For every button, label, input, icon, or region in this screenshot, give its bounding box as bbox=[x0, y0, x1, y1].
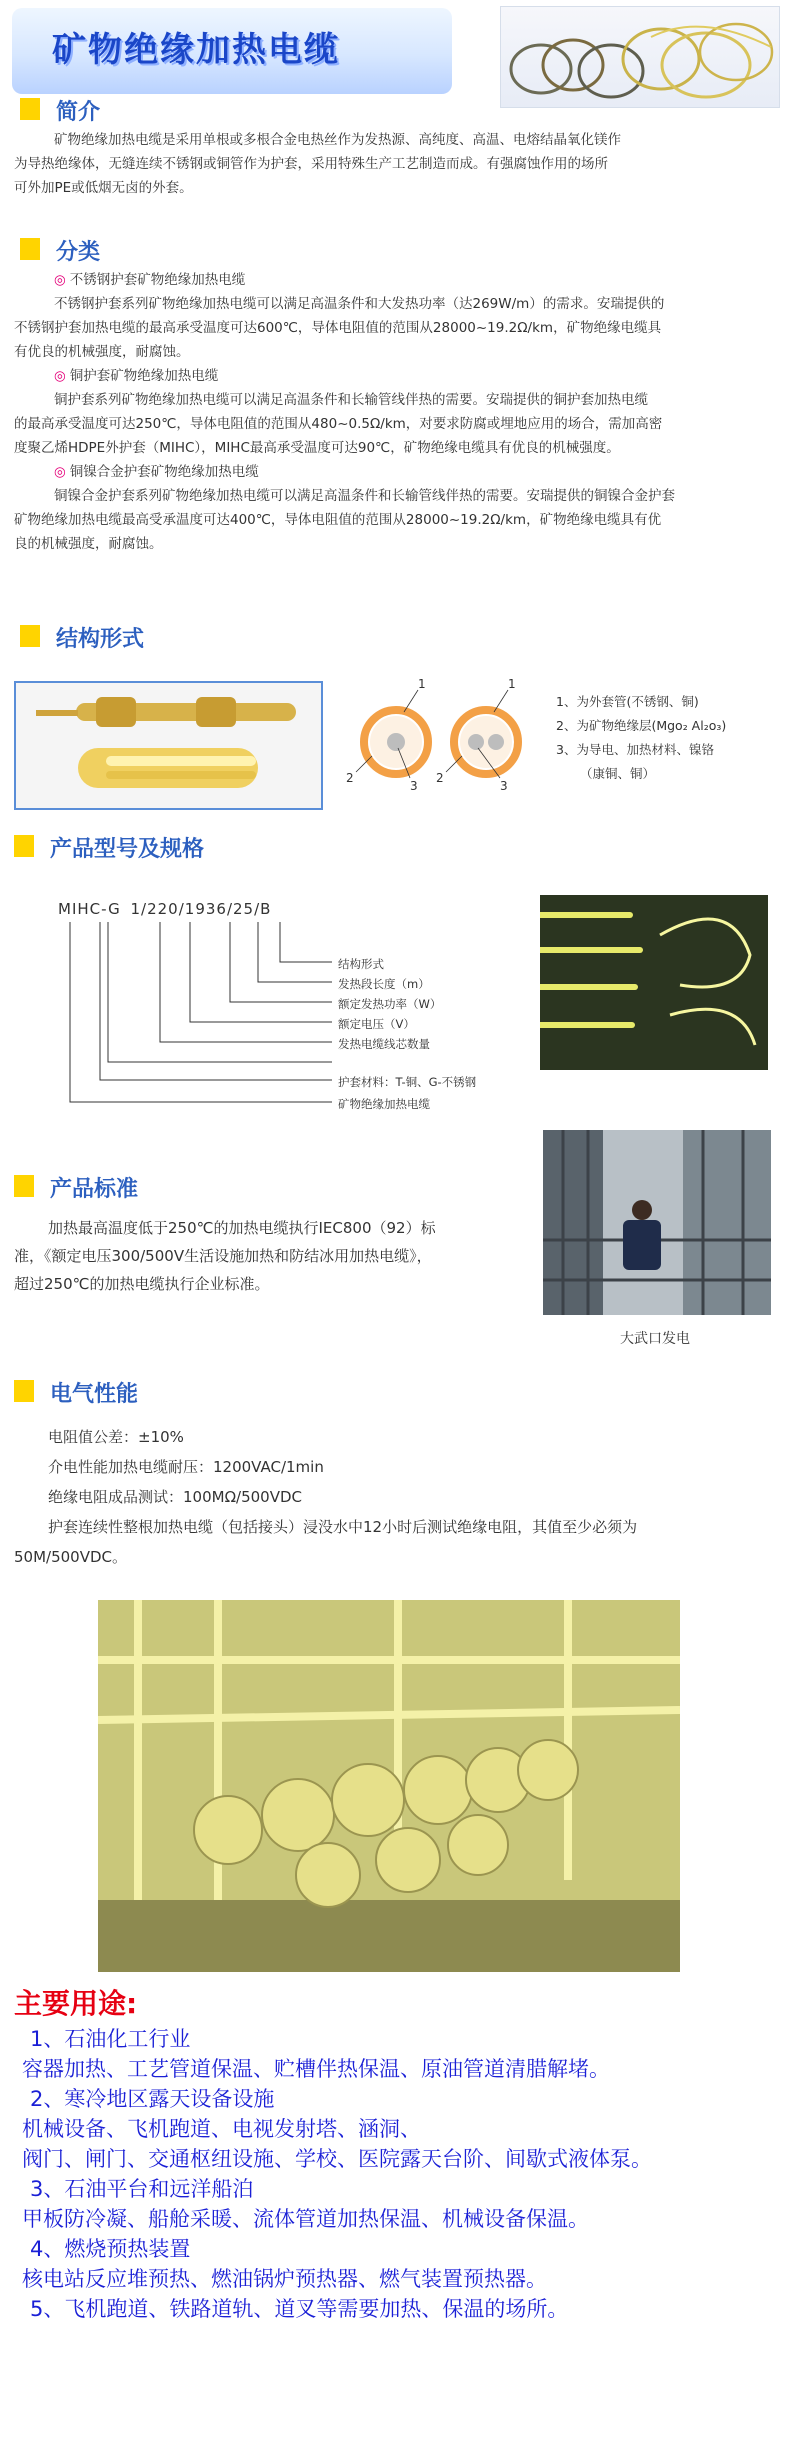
model-code-diagram bbox=[40, 920, 340, 1120]
class-line: 不锈钢护套系列矿物绝缘加热电缆可以满足高温条件和大发热功率（达269W/m）的需求。安瑞提供的 bbox=[54, 296, 665, 312]
uses-line: 2、寒冷地区露天设备设施 bbox=[30, 2087, 275, 2111]
uses-line: 1、石油化工行业 bbox=[30, 2027, 191, 2051]
callout-label: 3 bbox=[500, 779, 508, 793]
model-label: 发热电缆线芯数量 bbox=[338, 1037, 430, 1051]
electrical-line: 护套连续性整根加热电缆（包括接头）浸没水中12小时后测试绝缘电阻，其值至少必须为 bbox=[48, 1518, 638, 1536]
uses-line: 阀门、闸门、交通枢纽设施、学校、医院露天台阶、间歇式液体泵。 bbox=[22, 2147, 652, 2171]
model-label: 额定发热功率（W） bbox=[338, 997, 442, 1011]
photo-caption: 大武口发电 bbox=[620, 1331, 690, 1347]
callout-label: 1 bbox=[418, 677, 426, 691]
section-bullet bbox=[20, 625, 40, 647]
section-bullet bbox=[14, 1175, 34, 1197]
structure-notes bbox=[556, 690, 726, 786]
class-line: 不锈钢护套加热电缆的最高承受温度可达600℃，导体电阻值的范围从28000~19.2Ω/km，矿物绝缘电缆具 bbox=[14, 320, 662, 336]
model-code bbox=[58, 900, 271, 918]
uses-line: 5、飞机跑道、铁路道轨、道叉等需要加热、保温的场所。 bbox=[30, 2297, 569, 2321]
intro-line: 可外加PE或低烟无卤的外套。 bbox=[14, 180, 193, 196]
callout-label: 2 bbox=[346, 771, 354, 785]
uses-line: 核电站反应堆预热、燃油锅炉预热器、燃气装置预热器。 bbox=[22, 2267, 547, 2291]
uses-line: 机械设备、飞机跑道、电视发射塔、涵洞、 bbox=[22, 2117, 421, 2141]
class-line: 良的机械强度，耐腐蚀。 bbox=[14, 536, 163, 552]
model-heading: 产品型号及规格 bbox=[50, 837, 205, 862]
section-bullet bbox=[20, 98, 40, 120]
cable-coils-photo bbox=[500, 6, 780, 108]
electrical-line: 50M/500VDC。 bbox=[14, 1548, 127, 1566]
cable-cross-section-diagram bbox=[326, 672, 536, 822]
glowing-cables-photo bbox=[540, 895, 768, 1070]
standard-heading: 产品标准 bbox=[50, 1177, 139, 1202]
uses-list bbox=[22, 2024, 782, 2324]
intro-heading: 简介 bbox=[56, 100, 101, 125]
uses-line: 4、燃烧预热装置 bbox=[30, 2237, 191, 2261]
uses-line: 容器加热、工艺管道保温、贮槽伴热保温、原油管道清腊解堵。 bbox=[22, 2057, 610, 2081]
electrical-heading: 电气性能 bbox=[50, 1382, 139, 1407]
model-label: 结构形式 bbox=[338, 957, 384, 971]
note-line: 1、为外套管(不锈钢、铜) bbox=[556, 694, 699, 709]
cable-structure-photo bbox=[14, 681, 323, 810]
electrical-text bbox=[14, 1422, 784, 1572]
callout-label: 2 bbox=[436, 771, 444, 785]
intro-line: 为导热绝缘体，无缝连续不锈钢或铜管作为护套，采用特殊生产工艺制造而成。有强腐蚀作用的场所 bbox=[14, 156, 608, 172]
uses-line: 甲板防冷凝、船舱采暖、流体管道加热保温、机械设备保温。 bbox=[22, 2207, 589, 2231]
class-line: 有优良的机械强度，耐腐蚀。 bbox=[14, 344, 190, 360]
model-label: 护套材料：T-铜、G-不锈钢 bbox=[338, 1075, 477, 1089]
class-item-title: ◎ 不锈钢护套矿物绝缘加热电缆 bbox=[54, 272, 246, 288]
note-line: （康铜、铜） bbox=[580, 766, 656, 781]
model-code-rest: 1/220/1936/25/B bbox=[130, 900, 272, 918]
electrical-line: 绝缘电阻成品测试：100MΩ/500VDC bbox=[48, 1488, 303, 1506]
page-title: 矿物绝缘加热电缆 bbox=[52, 30, 340, 70]
uses-title: 主要用途: bbox=[14, 1987, 138, 2020]
structure-heading: 结构形式 bbox=[56, 627, 145, 652]
class-item-title: ◎ 铜镍合金护套矿物绝缘加热电缆 bbox=[54, 464, 259, 480]
callout-label: 1 bbox=[508, 677, 516, 691]
class-line: 铜护套系列矿物绝缘加热电缆可以满足高温条件和长输管线伴热的需要。安瑞提供的铜护套加热电缆 bbox=[54, 392, 648, 408]
section-bullet bbox=[20, 238, 40, 260]
class-item-title: ◎ 铜护套矿物绝缘加热电缆 bbox=[54, 368, 219, 384]
classification-heading: 分类 bbox=[56, 240, 101, 265]
section-bullet bbox=[14, 1380, 34, 1402]
class-line: 铜镍合金护套系列矿物绝缘加热电缆可以满足高温条件和长输管线伴热的需要。安瑞提供的铜镍合金护套 bbox=[54, 488, 675, 504]
standard-text bbox=[14, 1214, 534, 1298]
standard-line: 准，《额定电压300/500V生活设施加热和防结冰用加热电缆》， bbox=[14, 1247, 432, 1265]
note-line: 2、为矿物绝缘层(Mgo₂ Al₂o₃) bbox=[556, 718, 727, 733]
model-label: 发热段长度（m） bbox=[338, 977, 430, 991]
note-line: 3、为导电、加热材料、镍铬 bbox=[556, 742, 714, 757]
model-label: 矿物绝缘加热电缆 bbox=[338, 1097, 430, 1111]
standard-line: 超过250℃的加热电缆执行企业标准。 bbox=[14, 1275, 270, 1293]
standard-line: 加热最高温度低于250℃的加热电缆执行IEC800（92）标 bbox=[48, 1219, 436, 1237]
section-bullet bbox=[14, 835, 34, 857]
model-code-prefix: MIHC-G bbox=[58, 900, 121, 918]
class-line: 的最高承受温度可达250℃，导体电阻值的范围从480~0.5Ω/km，对要求防腐或埋地应用的场合，需加高密 bbox=[14, 416, 663, 432]
intro-line: 矿物绝缘加热电缆是采用单根或多根合金电热丝作为发热源、高纯度、高温、电熔结晶氧化镁作 bbox=[54, 132, 621, 148]
industrial-plant-photo bbox=[98, 1600, 680, 1972]
classification-list bbox=[14, 268, 779, 556]
class-line: 度聚乙烯HDPE外护套（MIHC），MIHC最高承受温度可达90℃，矿物绝缘电缆具有优良的机械强度。 bbox=[14, 440, 620, 456]
callout-label: 3 bbox=[410, 779, 418, 793]
intro-text bbox=[14, 128, 774, 200]
electrical-line: 介电性能加热电缆耐压：1200VAC/1min bbox=[48, 1458, 324, 1476]
worker-scaffold-photo bbox=[543, 1130, 771, 1315]
class-line: 矿物绝缘加热电缆最高受承温度可达400℃，导体电阻值的范围从28000~19.2Ω/km，矿物绝缘电缆具有优 bbox=[14, 512, 662, 528]
model-label: 额定电压（V） bbox=[338, 1017, 415, 1031]
uses-line: 3、石油平台和远洋船泊 bbox=[30, 2177, 254, 2201]
electrical-line: 电阻值公差：±10% bbox=[48, 1428, 184, 1446]
